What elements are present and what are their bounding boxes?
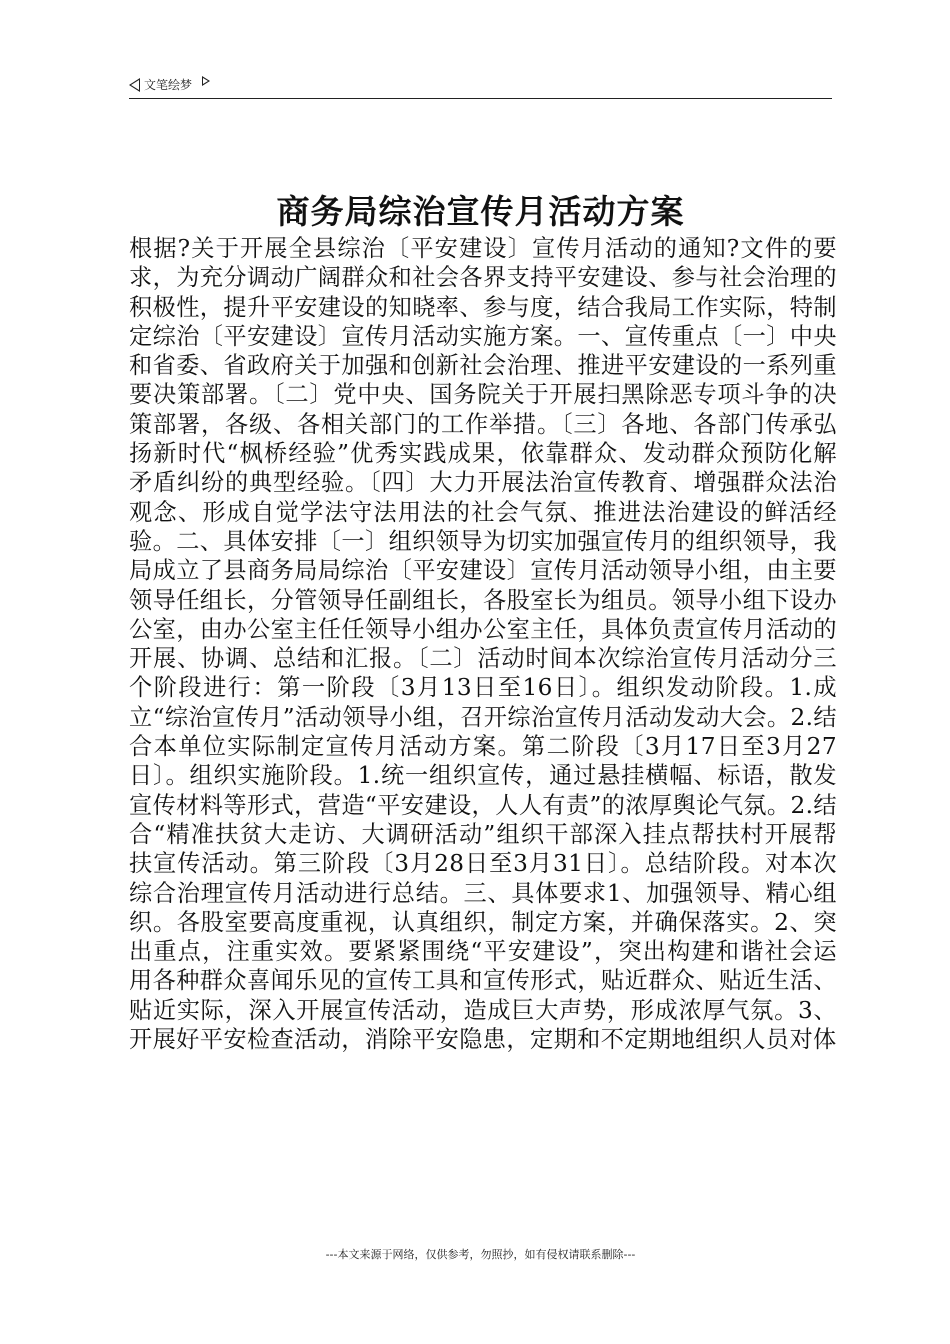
page-footer: ---本文来源于网络，仅供参考，勿照抄，如有侵权请联系删除---	[325, 1248, 636, 1261]
document-body: 根据?关于开展全县综治〔平安建设〕宣传月活动的通知?文件的要求，为充分调动广阔群众和社会各界支持平安建设、参与社会治理的积极性，提升平安建设的知晓率、参与度，结合我局工作实际，特制定综治〔平安建设〕宣传月活动实施方案。一、宣传重点〔一〕中央和省委、省政府关于加强和创新社会治理、推进平安建设的一系列重要决策部署。〔二〕党中央、国务院关于开展扫黑除恶专项斗争的决策部署，各级、各相关部门的工作举措。〔三〕各地、各部门传承弘扬新时代“枫桥经验”优秀实践成果，依靠群众、发动群众预防化解矛盾纠纷的典型经验。〔四〕大力开展法治宣传教育、增强群众法治观念、形成自觉学法守法用法的社会气氛、推进法治建设的鲜活经验。二、具体安排〔一〕组织领导为切实加强宣传月的组织领导，我局成立了县商务局局综治〔平安建设〕宣传月活动领导小组，由主要领导任组长，分管领导任副组长，各股室长为组员。领导小组下设办公室，由办公室主任任领导小组办公室主任，具体负责宣传月活动的开展、协调、总结和汇报。〔二〕活动时间本次综治宣传月活动分三个阶段进行：第一阶段〔3月13日至16日〕。组织发动阶段。1.成立“综治宣传月”活动领导小组，召开综治宣传月活动发动大会。2.结合本单位实际制定宣传月活动方案。第二阶段〔3月17日至3月27日〕。组织实施阶段。1.统一组织宣传，通过悬挂横幅、标语，散发宣传材料等形式，营造“平安建设，人人有责”的浓厚舆论气氛。2.结合“精准扶贫大走访、大调研活动”组织干部深入挂点帮扶村开展帮扶宣传活动。第三阶段〔3月28日至3月31日〕。总结阶段。对本次综合治理宣传月活动进行总结。三、具体要求1、加强领导、精心组织。各股室要高度重视，认真组织，制定方案，并确保落实。2、突出重点，注重实效。要紧紧围绕“平安建设”，突出构建和谐社会运用各种群众喜闻乐见的宣传工具和宣传形式，贴近群众、贴近生活、贴近实际，深入开展宣传活动，造成巨大声势，形成浓厚气氛。3、开展好平安检查活动，消除平安隐患，定期和不定期地组织人员对体	[129, 235, 837, 1054]
triangle-left-icon	[129, 78, 140, 92]
triangle-right-icon	[202, 76, 210, 86]
document-title: 商务局综治宣传月活动方案	[276, 192, 685, 231]
brand-label: 文笔绘梦	[144, 78, 193, 92]
brand	[129, 76, 210, 93]
page-header	[129, 74, 832, 99]
